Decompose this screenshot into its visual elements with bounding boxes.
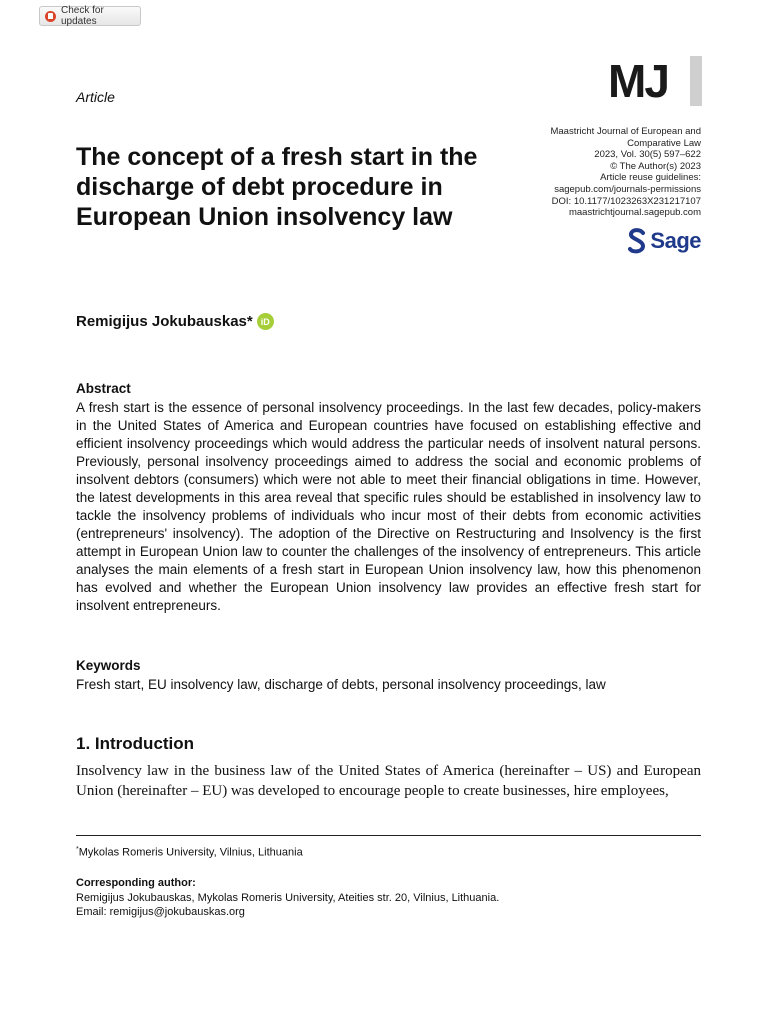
- corresponding-author-heading: Corresponding author:: [76, 877, 196, 889]
- journal-volume: 2023, Vol. 30(5) 597–622: [594, 149, 701, 161]
- journal-name-line-1: Maastricht Journal of European and: [550, 126, 701, 137]
- author-affiliation: [76, 846, 303, 859]
- abstract-text: A fresh start is the essence of personal insolvency proceedings. In the last few decades, policy-makers in the United States of America and European countries have focused on establishing effective and efficient insolvency proceedings which would address the particular needs of insolvent natural persons. Previously, personal insolvency proceedings aimed to address the social and economic problems of insolvent debtors (consumers) which were not able to meet their financial obligations in time. However, the latest developments in this area reveal that specific rules should be established in insolvency law to tackle the insolvency problems of individuals who incur most of their debts from economic activities (entrepreneurs' insolvency). The adoption of the Directive on Restructuring and Insolvency is the first attempt in European Union law to counter the challenges of the insolvency of entrepreneurs. This article analyses the main elements of a fresh start in European Union insolvency law, how this phenomenon has evolved and whether the European Union insolvency law provides an effective fresh start for insolvent entrepreneurs.: [76, 400, 701, 613]
- article-type: Article: [76, 89, 115, 105]
- journal-name-line-2: Comparative Law: [627, 137, 701, 149]
- sage-logo-icon: [628, 228, 646, 254]
- footnote-divider: [76, 835, 701, 836]
- sage-wordmark: Sage: [650, 228, 701, 253]
- reuse-guidelines-label: Article reuse guidelines:: [600, 172, 701, 184]
- corresponding-author-address: Remigijus Jokubauskas, Mykolas Romeris University, Ateities str. 20, Vilnius, Lithuania.: [76, 892, 500, 904]
- check-for-updates-button[interactable]: [39, 6, 141, 26]
- affiliation-text: Mykolas Romeris University, Vilnius, Lithuania: [78, 846, 303, 859]
- crossmark-icon: [45, 11, 56, 22]
- author: [76, 313, 274, 330]
- doi-link[interactable]: DOI: 10.1177/1023263X231217107: [551, 195, 701, 207]
- check-for-updates-label: Check for updates: [61, 5, 104, 27]
- introduction-heading: 1. Introduction: [76, 734, 195, 753]
- permissions-link[interactable]: sagepub.com/journals-permissions: [554, 183, 701, 195]
- journal-info: [501, 126, 701, 219]
- footnote-marker: *: [76, 846, 79, 853]
- journal-copyright: © The Author(s) 2023: [610, 160, 701, 172]
- article-title: The concept of a fresh start in the discharge of debt procedure in European Union insolvency law: [76, 143, 478, 231]
- orcid-icon[interactable]: iD: [257, 313, 274, 330]
- corresponding-author-email[interactable]: Email: remigijus@jokubauskas.org: [76, 906, 245, 918]
- introduction-text: Insolvency law in the business law of the United States of America (hereinafter – US) and European Union (hereinafter – EU) was developed to encourage people to create businesses, hire employees,: [76, 763, 701, 799]
- journal-logo-bar: [690, 56, 702, 106]
- abstract-heading: Abstract: [76, 381, 131, 396]
- journal-website-link[interactable]: maastrichtjournal.sagepub.com: [568, 207, 701, 219]
- author-name[interactable]: Remigijus Jokubauskas*: [76, 313, 253, 330]
- keywords-text: Fresh start, EU insolvency law, discharge of debts, personal insolvency proceedings, law: [76, 677, 606, 692]
- sage-logo: [628, 228, 701, 254]
- journal-logo: MJ: [608, 55, 668, 107]
- keywords-heading: Keywords: [76, 658, 141, 673]
